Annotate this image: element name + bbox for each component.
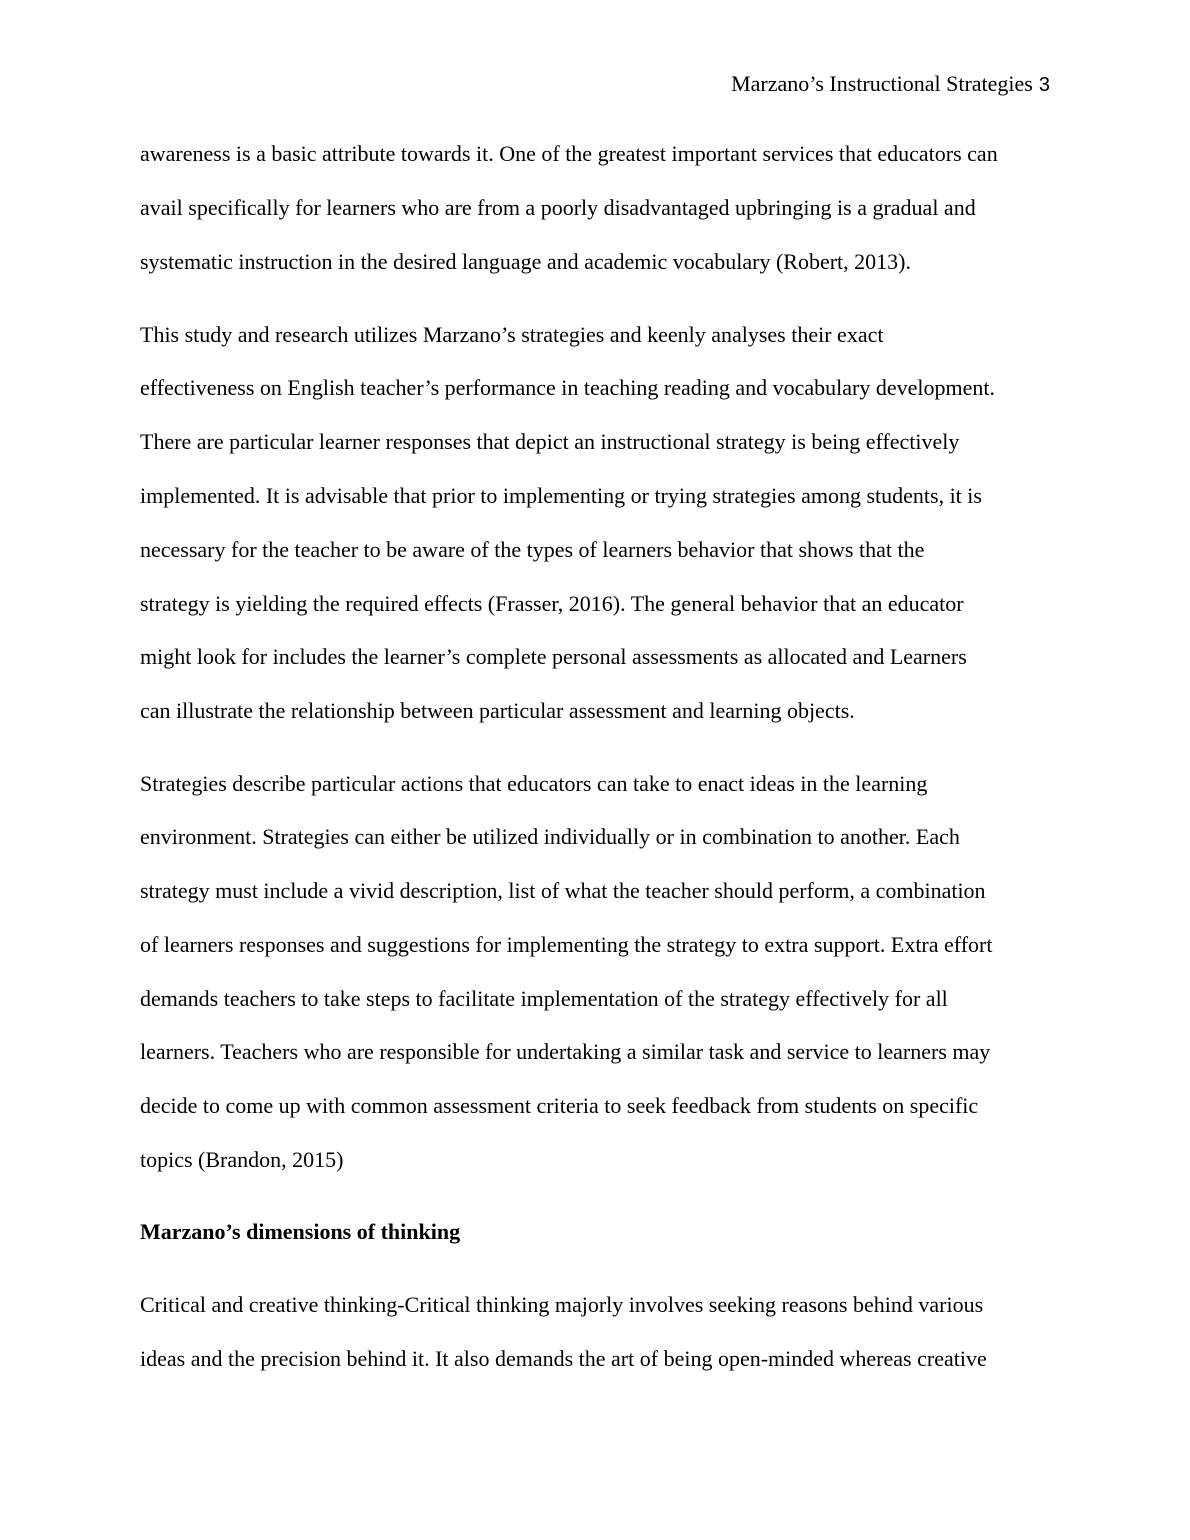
text-line: decide to come up with common assessment criteria to seek feedback from students on specific bbox=[140, 1093, 979, 1118]
section-heading: Marzano’s dimensions of thinking bbox=[140, 1219, 461, 1244]
text-line: This study and research utilizes Marzano’s strategies and keenly analyses their exact bbox=[140, 322, 884, 347]
text-line: strategy must include a vivid description, list of what the teacher should perform, a combination bbox=[140, 878, 986, 903]
text-line: learners. Teachers who are responsible for undertaking a similar task and service to learners may bbox=[140, 1039, 991, 1064]
text-line: topics (Brandon, 2015) bbox=[140, 1147, 344, 1172]
text-line: effectiveness on English teacher’s performance in teaching reading and vocabulary development. bbox=[140, 375, 996, 400]
text-line: necessary for the teacher to be aware of the types of learners behavior that shows that the bbox=[140, 537, 925, 562]
running-header bbox=[731, 70, 1050, 99]
text-line: can illustrate the relationship between particular assessment and learning objects. bbox=[140, 698, 855, 723]
page-number: 3 bbox=[1038, 74, 1050, 96]
text-line: of learners responses and suggestions for implementing the strategy to extra support. Extra effort bbox=[140, 932, 993, 957]
text-line: might look for includes the learner’s complete personal assessments as allocated and Learners bbox=[140, 644, 967, 669]
text-line: Critical and creative thinking-Critical thinking majorly involves seeking reasons behind various bbox=[140, 1292, 984, 1317]
text-line: ideas and the precision behind it. It also demands the art of being open-minded whereas creative bbox=[140, 1346, 987, 1371]
text-line: systematic instruction in the desired language and academic vocabulary (Robert, 2013). bbox=[140, 249, 911, 274]
text-line: awareness is a basic attribute towards it. One of the greatest important services that educators can bbox=[140, 141, 998, 166]
text-line: strategy is yielding the required effects (Frasser, 2016). The general behavior that an educator bbox=[140, 591, 964, 616]
text-line: There are particular learner responses that depict an instructional strategy is being effectively bbox=[140, 429, 960, 454]
text-line: demands teachers to take steps to facilitate implementation of the strategy effectively for all bbox=[140, 986, 948, 1011]
text-line: Strategies describe particular actions that educators can take to enact ideas in the learning bbox=[140, 771, 928, 796]
running-title: Marzano’s Instructional Strategies bbox=[731, 71, 1033, 96]
text-line: environment. Strategies can either be utilized individually or in combination to another. Each bbox=[140, 824, 960, 849]
text-line: avail specifically for learners who are from a poorly disadvantaged upbringing is a gradual and bbox=[140, 195, 976, 220]
text-line: implemented. It is advisable that prior to implementing or trying strategies among students, it is bbox=[140, 483, 982, 508]
